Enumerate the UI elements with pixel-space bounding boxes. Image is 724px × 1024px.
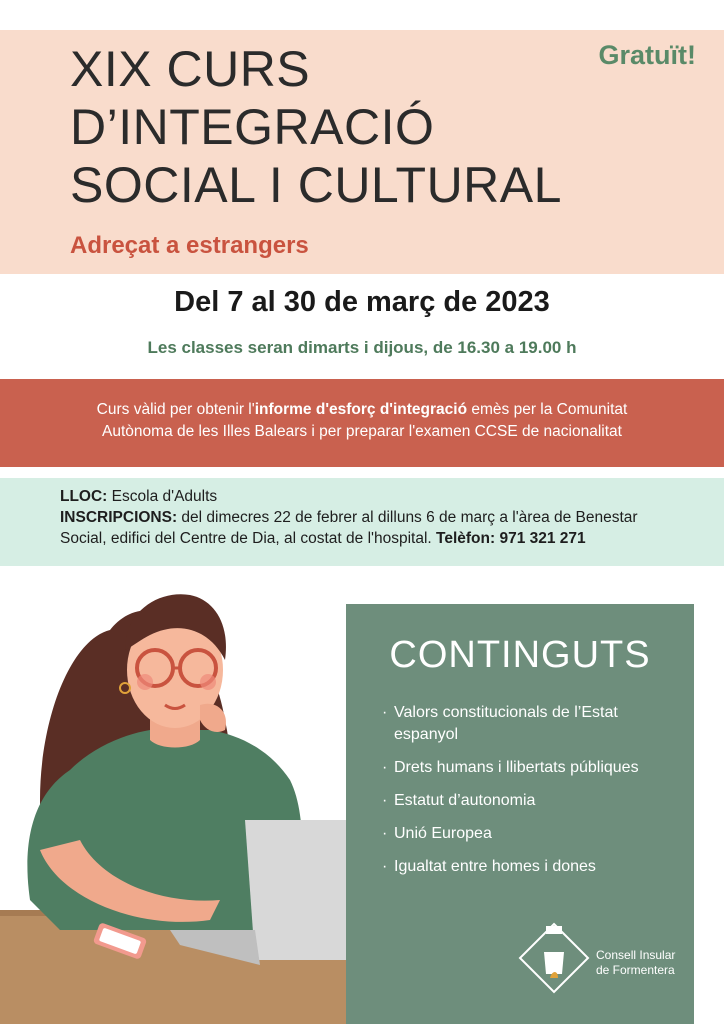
org-line-1: Consell Insular (596, 948, 676, 962)
validity-text-post: emès per la Comunitat (467, 401, 628, 418)
cheek-left (137, 674, 153, 690)
cheek-right (200, 674, 216, 690)
registration-value: del dimecres 22 de febrer al dilluns 6 de març a l'àrea de Benestar Social, edifici del Centre de Dia, al costat de l'hospital. (60, 509, 638, 547)
title-line-3: SOCIAL I CULTURAL (70, 157, 562, 213)
org-line-2: de Formentera (596, 963, 675, 977)
title-line-2: D’INTEGRACIÓ (70, 99, 435, 155)
list-item: · Unió Europea (382, 823, 682, 845)
registration-row (60, 507, 664, 549)
contents-list (382, 702, 682, 889)
organization-name (596, 948, 675, 978)
audience-subtitle: Adreçat a estrangers (70, 232, 309, 259)
place-row (60, 486, 664, 507)
list-item: · Igualtat entre homes i dones (382, 856, 682, 878)
validity-line-1 (0, 399, 724, 421)
place-value: Escola d'Adults (107, 488, 218, 505)
registration-label: INSCRIPCIONS: (60, 509, 178, 526)
list-item: · Valors constitucionals de l’Estat espanyol (382, 702, 682, 746)
title-line-1: XIX CURS (70, 41, 311, 97)
class-schedule: Les classes seran dimarts i dijous, de 16.30 a 19.00 h (147, 338, 577, 357)
contents-title: CONTINGUTS (389, 634, 651, 676)
course-dates: Del 7 al 30 de març de 2023 (174, 286, 550, 318)
logo-tower (544, 952, 564, 974)
course-title (70, 40, 562, 214)
place-label: LLOC: (60, 488, 108, 505)
free-label: Gratuït! (598, 40, 696, 70)
list-item: · Estatut d’autonomia (382, 790, 682, 812)
list-item: · Drets humans i llibertats públiques (382, 757, 682, 779)
validity-line-2: Autònoma de les Illes Balears i per preparar l'examen CCSE de nacionalitat (102, 423, 622, 440)
council-logo (514, 918, 594, 998)
info-band (0, 478, 724, 566)
phone-label: Telèfon: 971 321 271 (436, 530, 586, 547)
logo-crown (546, 926, 562, 934)
validity-band (0, 379, 724, 467)
validity-text-bold: informe d'esforç d'integració (254, 401, 468, 418)
validity-text-pre: Curs vàlid per obtenir l' (96, 401, 255, 418)
